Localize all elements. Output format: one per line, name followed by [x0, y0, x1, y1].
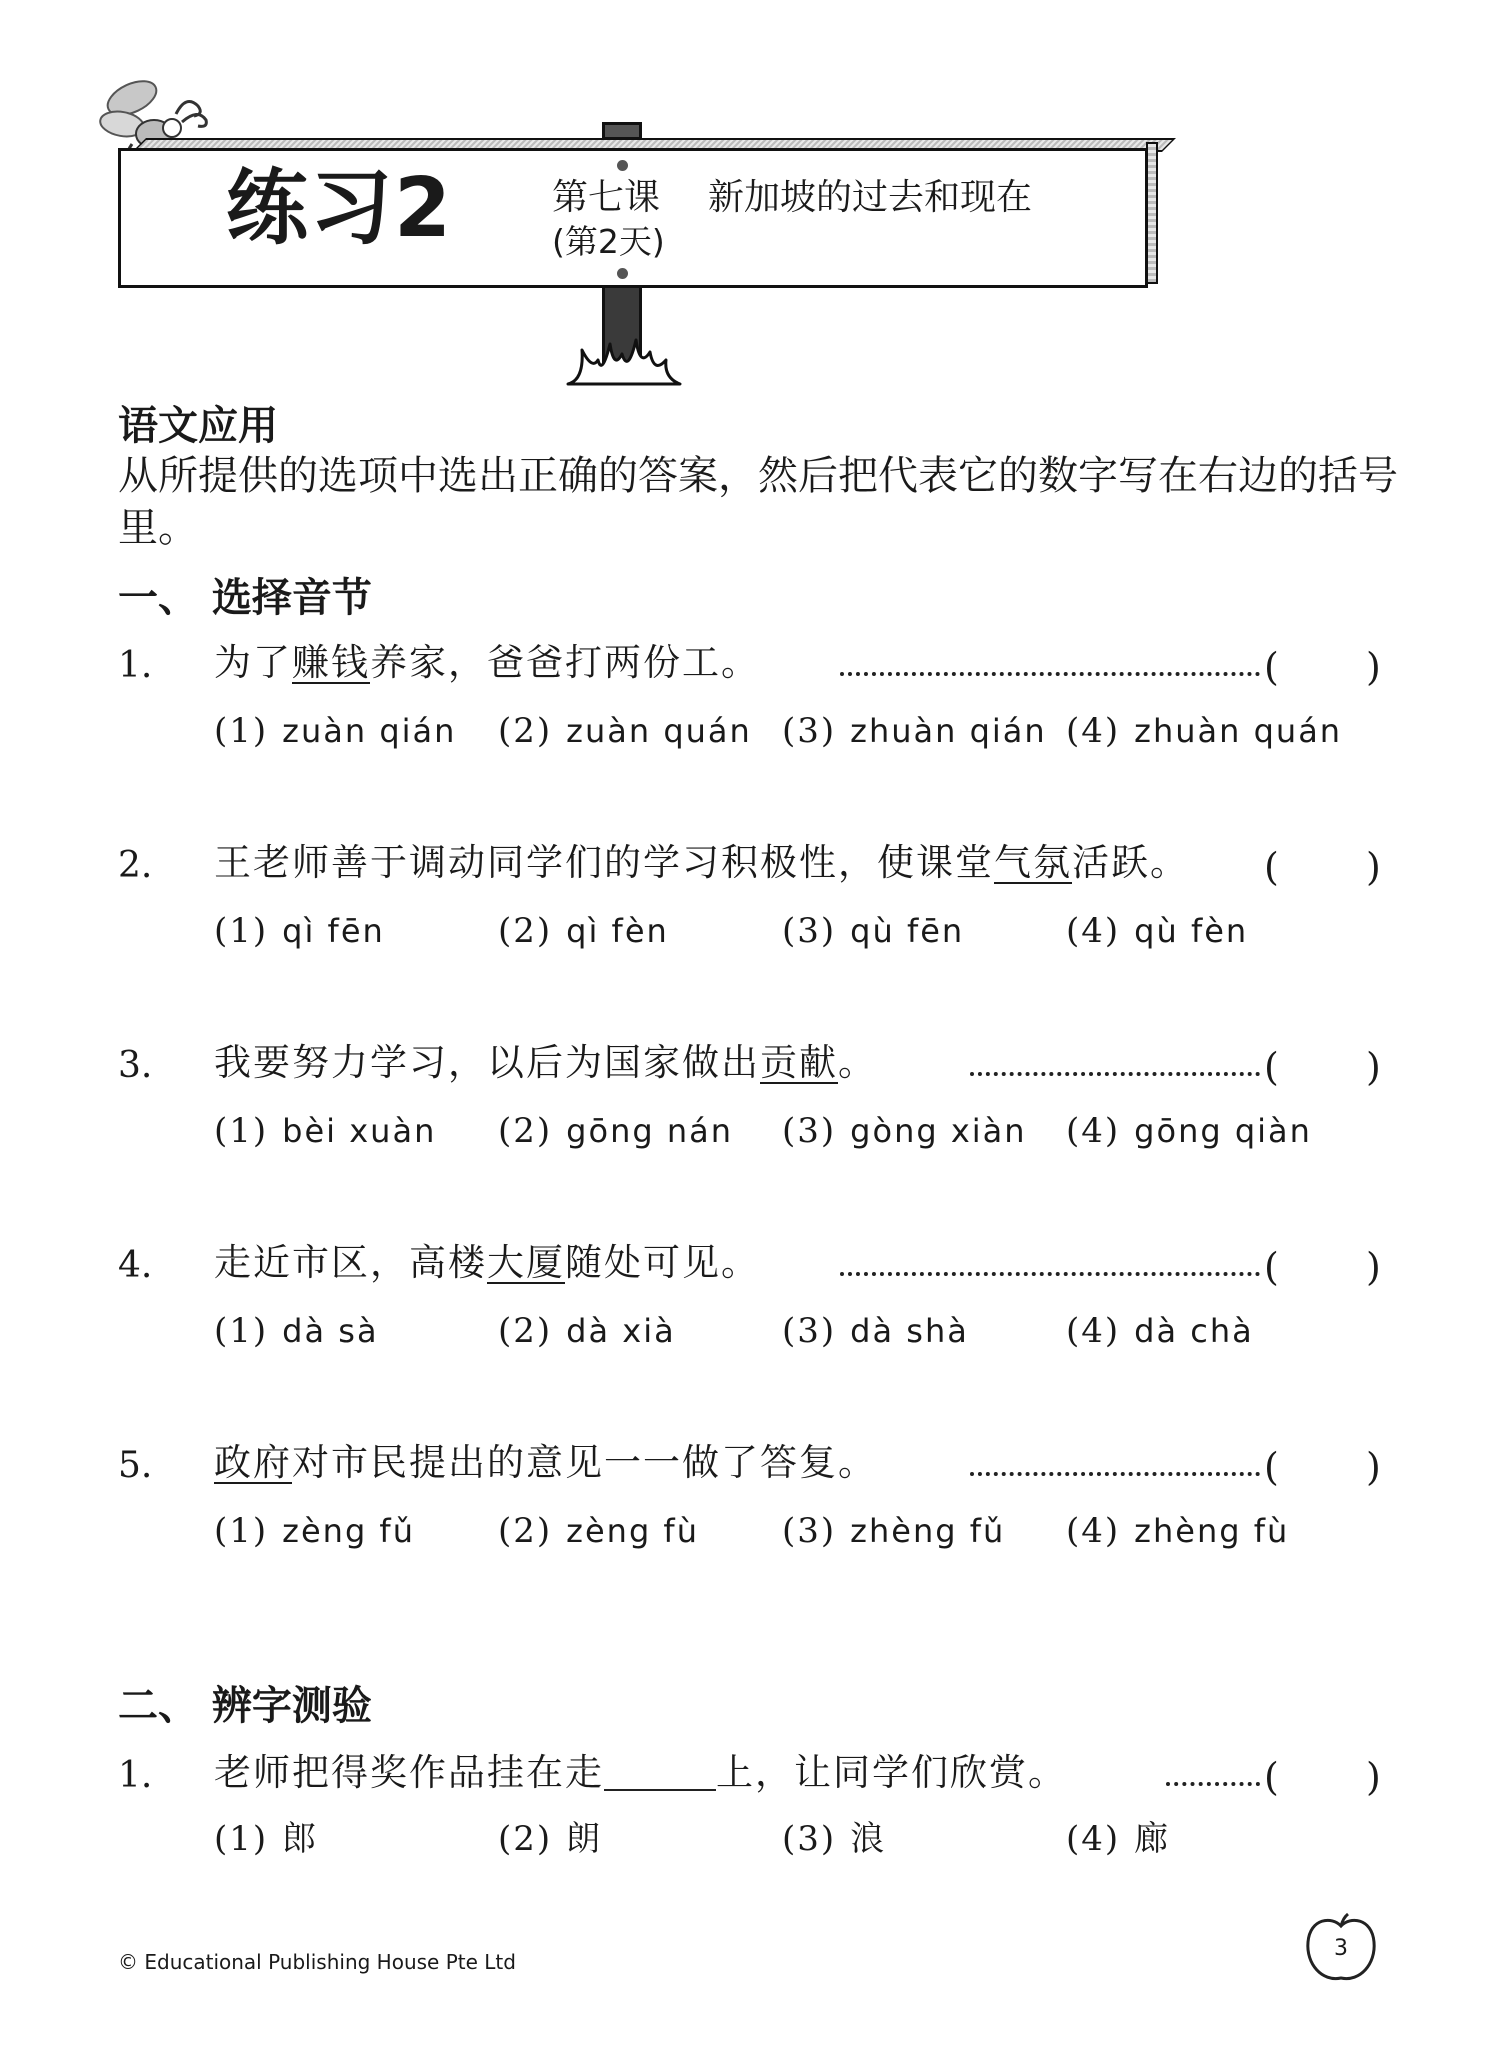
- option-2[interactable]: (2) dà xià: [498, 1311, 676, 1351]
- lesson-title: 新加坡的过去和现在: [708, 177, 1033, 218]
- answer-paren-open: (: [1264, 1045, 1279, 1089]
- option-3[interactable]: (3) 浪: [782, 1819, 887, 1859]
- answer-paren-open: (: [1264, 645, 1279, 689]
- underlined-word: 大厦: [487, 1241, 565, 1284]
- answer-box[interactable]: [1290, 1040, 1360, 1086]
- answer-paren-open: (: [1264, 1445, 1279, 1489]
- language-application-heading: 语文应用: [118, 403, 278, 449]
- answer-paren-open: (: [1264, 1245, 1279, 1289]
- underlined-word: 贡献: [760, 1041, 838, 1084]
- option-2[interactable]: (2) 朗: [498, 1819, 603, 1859]
- answer-paren-close: ): [1366, 845, 1381, 889]
- answer-box[interactable]: [1290, 640, 1360, 686]
- section2-heading: 二、 辨字测验: [118, 1683, 372, 1729]
- option-2[interactable]: (2) gōng nán: [498, 1111, 733, 1151]
- answer-paren-close: ): [1366, 1755, 1381, 1799]
- question-text: 我要努力学习，以后为国家做出贡献。: [214, 1041, 877, 1084]
- dotted-leader: [840, 1272, 1260, 1276]
- question-number: 5.: [118, 1445, 153, 1486]
- answer-paren-close: ): [1366, 1245, 1381, 1289]
- question-text: 走近市区，高楼大厦随处可见。: [214, 1241, 760, 1284]
- option-1[interactable]: (1) zuàn qián: [214, 711, 457, 751]
- exercise-title: 练习2: [226, 161, 454, 256]
- question-number: 1.: [118, 1755, 153, 1796]
- dotted-leader: [1166, 1782, 1260, 1786]
- option-3[interactable]: (3) gòng xiàn: [782, 1111, 1027, 1151]
- answer-paren-open: (: [1264, 845, 1279, 889]
- option-1[interactable]: (1) dà sà: [214, 1311, 379, 1351]
- option-4[interactable]: (4) 廊: [1066, 1819, 1171, 1859]
- question-number: 4.: [118, 1245, 153, 1286]
- option-4[interactable]: (4) qù fèn: [1066, 911, 1249, 951]
- answer-paren-close: ): [1366, 1045, 1381, 1089]
- option-3[interactable]: (3) zhuàn qián: [782, 711, 1047, 751]
- answer-box[interactable]: [1290, 1440, 1360, 1486]
- option-4[interactable]: (4) dà chà: [1066, 1311, 1254, 1351]
- page-number: 3: [1334, 1936, 1348, 1961]
- option-2[interactable]: (2) zuàn quán: [498, 711, 752, 751]
- option-3[interactable]: (3) zhèng fǔ: [782, 1511, 1006, 1551]
- option-4[interactable]: (4) gōng qiàn: [1066, 1111, 1312, 1151]
- answer-box[interactable]: [1290, 1240, 1360, 1286]
- answer-paren-close: ): [1366, 645, 1381, 689]
- sign-nail-top: [617, 160, 628, 171]
- question-number: 1.: [118, 645, 153, 686]
- question-text: 王老师善于调动同学们的学习积极性，使课堂气氛活跃。: [214, 841, 1189, 884]
- option-3[interactable]: (3) qù fēn: [782, 911, 965, 951]
- question-number: 2.: [118, 845, 153, 886]
- question-text: 老师把得奖作品挂在走 上，让同学们欣赏。: [214, 1751, 1067, 1794]
- answer-paren-open: (: [1264, 1755, 1279, 1799]
- underlined-word: 政府: [214, 1441, 292, 1484]
- underlined-word: 赚钱: [292, 641, 370, 684]
- answer-box[interactable]: [1290, 840, 1360, 886]
- dotted-leader: [840, 672, 1260, 676]
- grass-icon: [564, 330, 684, 386]
- option-1[interactable]: (1) bèi xuàn: [214, 1111, 437, 1151]
- option-1[interactable]: (1) qì fēn: [214, 911, 385, 951]
- instruction-text: 从所提供的选项中选出正确的答案，然后把代表它的数字写在右边的括号里。: [118, 453, 1398, 551]
- section1-heading: 一、 选择音节: [118, 575, 372, 621]
- question-number: 3.: [118, 1045, 153, 1086]
- dotted-leader: [970, 1072, 1260, 1076]
- option-1[interactable]: (1) 郎: [214, 1819, 319, 1859]
- question-text: 为了赚钱养家，爸爸打两份工。: [214, 641, 760, 684]
- dotted-leader: [970, 1472, 1260, 1476]
- fill-in-blank: [604, 1759, 716, 1791]
- option-1[interactable]: (1) zèng fǔ: [214, 1511, 415, 1551]
- option-3[interactable]: (3) dà shà: [782, 1311, 969, 1351]
- sign-nail-bottom: [617, 268, 628, 279]
- option-2[interactable]: (2) qì fèn: [498, 911, 669, 951]
- option-4[interactable]: (4) zhèng fù: [1066, 1511, 1290, 1551]
- lesson-day: (第2天): [552, 222, 665, 261]
- answer-paren-close: ): [1366, 1445, 1381, 1489]
- lesson-number: 第七课: [552, 177, 661, 218]
- page-number-badge: [1302, 1912, 1380, 1986]
- option-4[interactable]: (4) zhuàn quán: [1066, 711, 1343, 751]
- copyright: © Educational Publishing House Pte Ltd: [118, 1950, 516, 1974]
- question-text: 政府对市民提出的意见一一做了答复。: [214, 1441, 877, 1484]
- answer-box[interactable]: [1290, 1750, 1360, 1796]
- option-2[interactable]: (2) zèng fù: [498, 1511, 699, 1551]
- underlined-word: 气氛: [994, 841, 1072, 884]
